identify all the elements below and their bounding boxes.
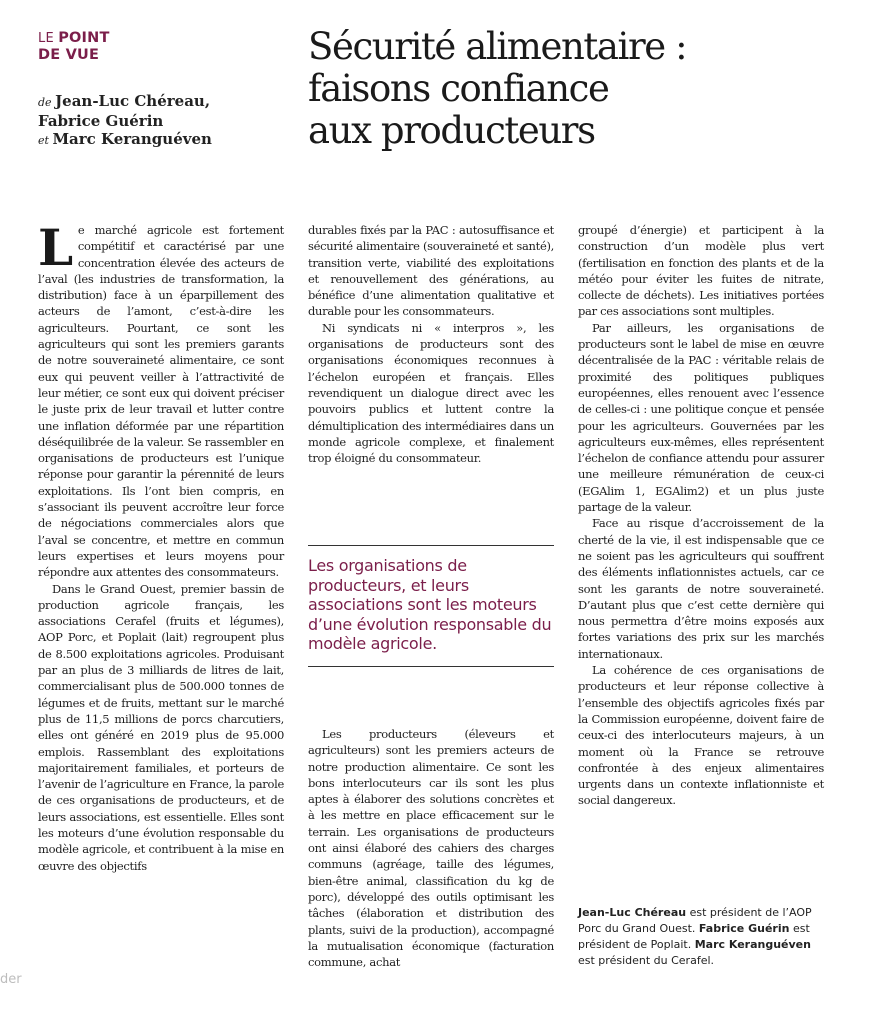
article-paragraph: Ni syndicats ni « interpros », les organisations de producteurs sont des organisations économiques reconnues à l’échelon européen et français. Elles revendiquent un dialogue direct avec les pouvoirs publics et luttent contre la démultiplication des intermédiaires dans un monde agricole complexe, et finalement trop éloigné du consommateur. <box>308 320 554 466</box>
byline-author-1: Jean-Luc Chéreau, <box>55 92 211 110</box>
article-paragraph: Face au risque d’accroissement de la cherté de la vie, il est indispensable que ce ne soient pas les agriculteurs qui souffrent des éléments inflationnistes actuels, car ce sont les garants de notre souveraineté. D’autant plus que c’est cette dernière qui nous permettra d’être moins exposés aux fortes variations des prix sur les marchés internationaux. <box>578 516 824 661</box>
byline-author-3: Marc Keranguéven <box>52 130 212 148</box>
bio-name-2: Fabrice Guérin <box>698 922 790 935</box>
kicker-prefix: LE <box>38 31 59 46</box>
article-paragraph: Les producteurs (éleveurs et agriculteurs) sont les premiers acteurs de notre production alimentaire. Ce sont les bons interlocuteurs car ils sont les plus aptes à élaborer des solutions concrètes et à les mettre en place efficacement sur le terrain. Les organisations de producteurs ont ainsi élaboré des cahiers des charges communs (agréage, taille des légumes, bien-être animal, classification du kg de porc), développé des outils optimisant les tâches (élaboration et distribution des plants, suivi de la production), accompagné la mutualisation économique (facturation commune, achat <box>308 727 554 970</box>
pull-quote-text: Les organisations de producteurs, et leurs associations sont les moteurs d’une évolution responsable du modèle agricole. <box>308 556 552 653</box>
drop-cap: L <box>38 218 73 277</box>
article-paragraph: groupé d’énergie) et participent à la construction d’un modèle plus vert (fertilisation en fonction des plants et de la météo pour éviter les fuites de nitrate, collecte de déchets). Les initiatives portées par ces associations sont multiples. <box>578 223 824 319</box>
headline-line-1: Sécurité alimentaire : <box>308 25 687 68</box>
article-paragraph: La cohérence de ces organisations de producteurs et leur réponse collective à l’ensemble des objectifs agricoles fixés par la Commission européenne, doivent faire de ceux-ci des interlocuteurs majeurs, à un moment où la France se retrouve confrontée à des enjeux alimentaires urgents dans un contexte inflationniste et social dangereux. <box>578 663 824 808</box>
bio-text-3: est président du Cerafel. <box>578 954 715 967</box>
article-paragraph: Dans le Grand Ouest, premier bassin de production agricole français, les associations Cerafel (fruits et légumes), AOP Porc, et Poplait (lait) regroupent plus de 8.500 exploitations agricoles. Produisant par an plus de 3 milliards de litres de lait, commercialisant plus de 500.000 tonnes de légumes et de fruits, mettant sur le marché plus de 11,5 millions de porcs charcutiers, elles ont généré en 2019 plus de 95.000 emplois. Rassemblant des exploitations majoritairement familiales, et porteurs de l’avenir de l’agriculture en France, la parole de ces organisations de producteurs, et de leurs associations, est essentielle. Elles sont les moteurs d’une évolution responsable du modèle agricole, et contribuent à la mise en œuvre des objectifs <box>38 581 284 873</box>
section-kicker <box>38 30 110 63</box>
headline-line-3: aux producteurs <box>308 109 595 152</box>
kicker-line1: POINT <box>58 30 110 46</box>
article-column-3 <box>578 222 824 809</box>
watermark-text: der <box>0 972 22 987</box>
article-column-2-lower <box>308 726 554 970</box>
paragraph-text: e marché agricole est fortement compétitif et caractérisé par une concentration élevée des acteurs de l’aval (les industries de transformation, la distribution) face à un éparpillement des acteurs de l’amont, c’est-à-dire les agriculteurs. Pourtant, ce sont les agriculteurs qui sont les premiers garants de notre souveraineté alimentaire, ce sont eux qui peuvent veiller à l’attractivité de leur métier, ce sont eux qui doivent préciser le juste prix de leur travail et lutter contre une inflation déformée par une répartition déséquilibrée de la valeur. Se rassembler en organisations de producteurs est l’unique réponse pour garantir la pérennité de leurs exploitations. Ils l’ont bien compris, en s’associant ils peuvent accroître leur force de négociations commerciales alors que l’aval se concentre, et mettre en commun leurs expertises et leurs moyens pour répondre aux attentes des consommateurs. <box>38 223 284 580</box>
bio-name-3: Marc Keranguéven <box>694 938 811 951</box>
bio-text-1: est président de l’AOP Porc du Grand Ouest. <box>578 906 812 935</box>
byline-prefix: de <box>38 96 56 109</box>
author-bio <box>578 905 824 969</box>
pull-quote <box>308 545 554 667</box>
headline <box>308 26 828 152</box>
kicker-line2: DE VUE <box>38 47 100 63</box>
article-column-1 <box>38 218 284 874</box>
article-paragraph <box>38 218 284 581</box>
article-paragraph: Par ailleurs, les organisations de producteurs sont le label de mise en œuvre décentralisée de la PAC : véritable relais de proximité des politiques publiques européennes, elles renouent avec l’essence de celles-ci : une politique conçue et pensée pour les agriculteurs. Gouvernées par les agriculteurs eux-mêmes, elles représentent l’échelon de confiance attendu pour assurer une meilleure rémunération de ceux-ci (EGAlim 1, EGAlim2) et un plus juste partage de la valeur. <box>578 320 824 515</box>
byline-author-2: Fabrice Guérin <box>38 112 164 130</box>
article-paragraph: durables fixés par la PAC : autosuffisance et sécurité alimentaire (souveraineté et santé), transition verte, viabilité des exploitations et renouvellement des générations, au bénéfice d’une alimentation qualitative et durable pour les consommateurs. <box>308 223 554 319</box>
bio-name-1: Jean-Luc Chéreau <box>578 906 687 919</box>
bio-text-2: est président de Poplait. <box>578 922 810 951</box>
byline-connector: et <box>38 134 53 147</box>
byline <box>38 92 268 150</box>
headline-line-2: faisons confiance <box>308 67 609 110</box>
article-column-2 <box>308 222 554 466</box>
